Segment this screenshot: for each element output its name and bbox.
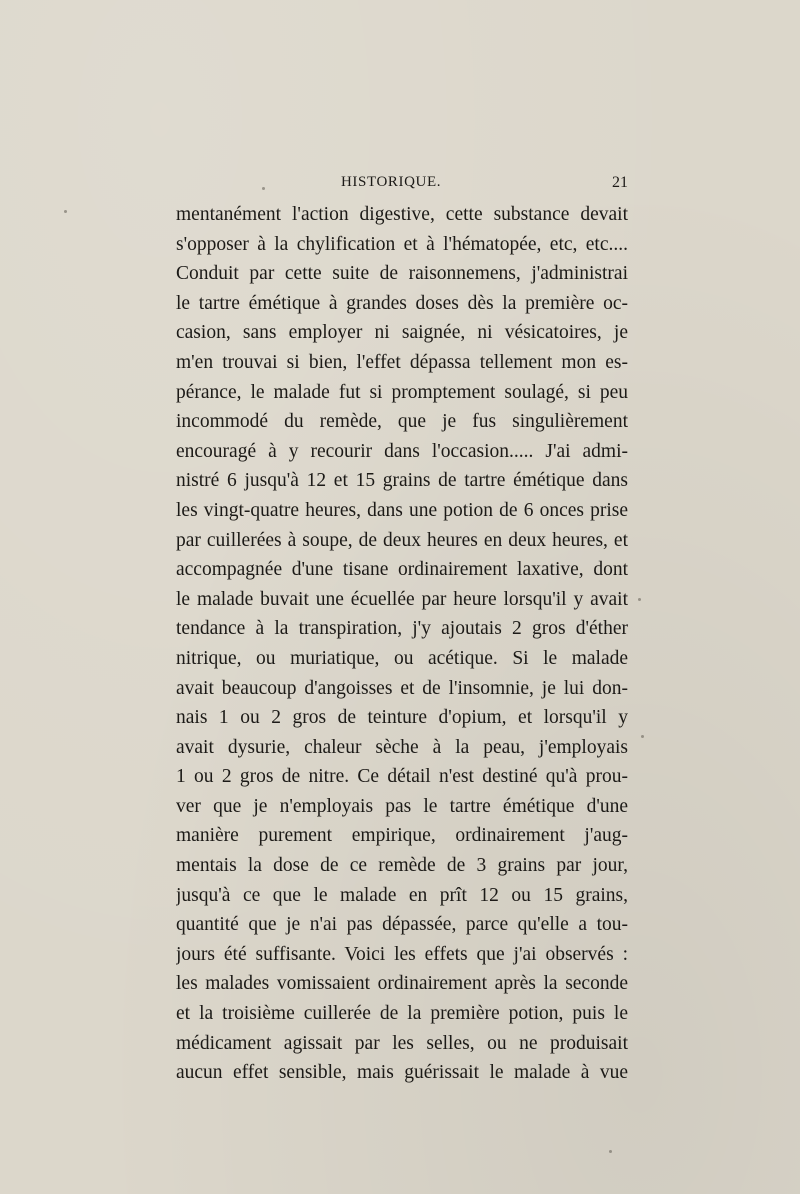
text-line: jours été suffisante. Voici les effets que j'ai observés :: [176, 943, 628, 965]
paper-speck: [64, 210, 67, 213]
text-line: médicament agissait par les selles, ou ne produisait: [176, 1032, 628, 1054]
text-line: par cuillerées à soupe, de deux heures en deux heures, et: [176, 529, 628, 551]
text-line: Conduit par cette suite de raisonnemens, j'administrai: [176, 263, 628, 285]
text-line: et la troisième cuillerée de la première potion, puis le: [176, 1003, 628, 1025]
text-line: ver que je n'employais pas le tartre émétique d'une: [176, 795, 628, 817]
text-line: les vingt-quatre heures, dans une potion de 6 onces prise: [176, 499, 628, 521]
paper-speck: [638, 598, 641, 601]
text-line: quantité que je n'ai pas dépassée, parce qu'elle a tou-: [176, 914, 628, 936]
text-line: 1 ou 2 gros de nitre. Ce détail n'est destiné qu'à prou-: [176, 766, 628, 788]
text-line: casion, sans employer ni saignée, ni vésicatoires, je: [176, 322, 628, 344]
paper-speck: [262, 187, 265, 190]
text-line: tendance à la transpiration, j'y ajoutais 2 gros d'éther: [176, 618, 628, 640]
text-line: m'en trouvai si bien, l'effet dépassa tellement mon es-: [176, 351, 628, 373]
paper-speck: [641, 735, 644, 738]
text-line: encouragé à y recourir dans l'occasion..... J'ai admi-: [176, 440, 628, 462]
text-line: pérance, le malade fut si promptement soulagé, si peu: [176, 381, 628, 403]
page-number: 21: [612, 174, 628, 191]
body-text: [176, 200, 628, 1084]
text-line: manière purement empirique, ordinairement j'aug-: [176, 825, 628, 847]
running-head: [176, 174, 628, 194]
text-line: mentais la dose de ce remède de 3 grains par jour,: [176, 855, 628, 877]
text-line: s'opposer à la chylification et à l'hématopée, etc, etc....: [176, 233, 628, 255]
text-line: le tartre émétique à grandes doses dès la première oc-: [176, 292, 628, 314]
paper-speck: [609, 1150, 612, 1153]
text-line: le malade buvait une écuellée par heure lorsqu'il y avait: [176, 588, 628, 610]
text-line: nitrique, ou muriatique, ou acétique. Si le malade: [176, 647, 628, 669]
running-title: HISTORIQUE.: [341, 174, 442, 190]
text-line: aucun effet sensible, mais guérissait le malade à vue: [176, 1062, 628, 1084]
text-line: avait dysurie, chaleur sèche à la peau, j'employais: [176, 736, 628, 758]
text-line: accompagnée d'une tisane ordinairement laxative, dont: [176, 559, 628, 581]
text-line: jusqu'à ce que le malade en prît 12 ou 15 grains,: [176, 884, 628, 906]
text-line: nistré 6 jusqu'à 12 et 15 grains de tartre émétique dans: [176, 470, 628, 492]
text-line: nais 1 ou 2 gros de teinture d'opium, et lorsqu'il y: [176, 707, 628, 729]
text-line: avait beaucoup d'angoisses et de l'insomnie, je lui don-: [176, 677, 628, 699]
text-line: incommodé du remède, que je fus singulièrement: [176, 411, 628, 433]
text-line: les malades vomissaient ordinairement après la seconde: [176, 973, 628, 995]
text-line: mentanément l'action digestive, cette substance devait: [176, 204, 628, 225]
